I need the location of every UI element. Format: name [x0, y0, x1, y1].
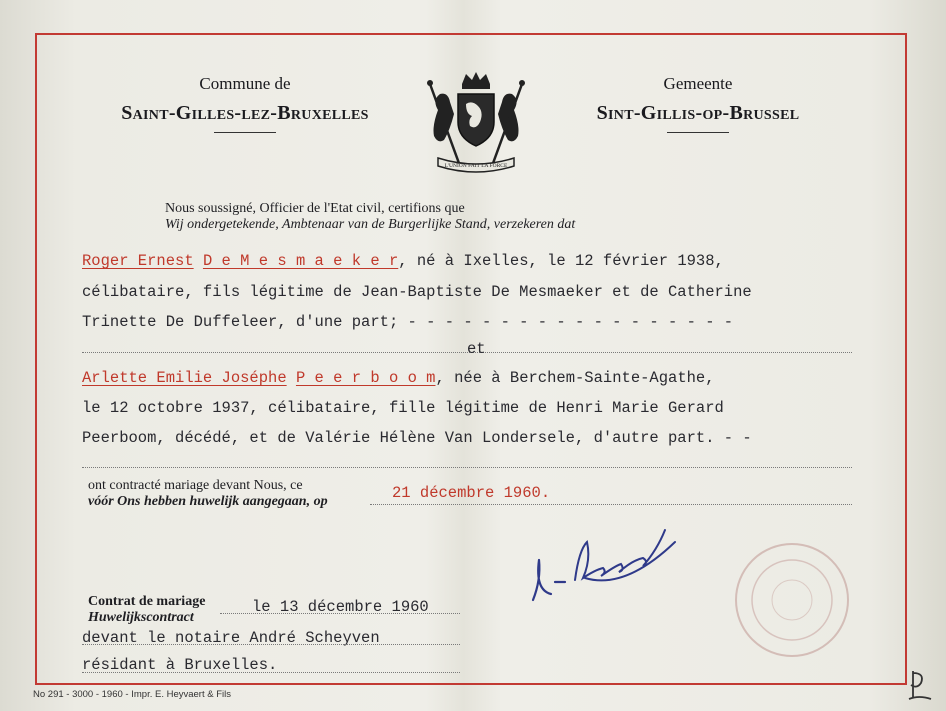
groom-surname: D e M e s m a e k e r — [202, 252, 399, 270]
dotted-line — [370, 504, 852, 505]
dotted-line — [82, 467, 852, 468]
header-right — [548, 74, 848, 133]
groom-line-1 — [82, 252, 724, 270]
contract-notary: devant le notaire André Scheyven — [82, 629, 380, 647]
bride-line-3: Peerboom, décédé, et de Valérie Hélène Van Londersele, d'autre part. - - — [82, 429, 752, 447]
conjunction: et — [467, 340, 486, 358]
bride-given-names: Arlette Emilie Joséphe — [82, 369, 287, 387]
contract-label-french: Contrat de mariage — [88, 594, 206, 609]
groom-line-3: Trinette De Duffeleer, d'une part; - - - - - - - - - - - - - - - - - - — [82, 313, 734, 331]
intro-dutch: Wij ondergetekende, Ambtenaar van de Burgerlijke Stand, verzekeren dat — [165, 217, 576, 232]
marriage-date: 21 décembre 1960. — [392, 484, 551, 502]
header-left-rule — [214, 132, 276, 133]
header-right-rule — [667, 132, 729, 133]
groom-birth: , né à Ixelles, le 12 février 1938, — [398, 252, 724, 270]
header-left — [80, 74, 410, 133]
bride-surname: P e e r b o o m — [295, 369, 436, 387]
bride-birth: , née à Berchem-Sainte-Agathe, — [435, 369, 715, 387]
printer-footer: No 291 - 3000 - 1960 - Impr. E. Heyvaert & Fils — [33, 689, 232, 700]
coat-of-arms-icon — [420, 70, 532, 180]
header-right-commune: Sint-Gillis-op-Brussel — [596, 102, 800, 124]
official-signature — [525, 520, 685, 620]
header-right-small: Gemeente — [663, 74, 733, 93]
marriage-label-french: ont contracté mariage devant Nous, ce — [88, 478, 303, 493]
groom-line-2: célibataire, fils légitime de Jean-Baptiste De Mesmaeker et de Catherine — [82, 283, 752, 301]
dotted-line — [82, 672, 460, 673]
bride-line-1 — [82, 369, 715, 387]
dotted-line — [82, 644, 460, 645]
marriage-label-dutch: vóór Ons hebben huwelijk aangegaan, op — [88, 494, 328, 509]
contract-label-dutch: Huwelijkscontract — [88, 610, 194, 625]
groom-given-names: Roger Ernest — [82, 252, 194, 270]
intro-french: Nous soussigné, Officier de l'Etat civil, certifions que — [165, 201, 465, 216]
header-left-commune: Saint-Gilles-lez-Bruxelles — [121, 102, 369, 124]
crest-motto: L'UNION FAIT LA FORCE — [444, 163, 508, 169]
contract-residence: résidant à Bruxelles. — [82, 656, 278, 674]
header-left-small: Commune de — [199, 74, 291, 93]
bride-line-2: le 12 octobre 1937, célibataire, fille légitime de Henri Marie Gerard — [82, 399, 724, 417]
initials-mark — [905, 665, 935, 705]
dotted-line — [220, 613, 460, 614]
contract-date: le 13 décembre 1960 — [252, 598, 429, 616]
official-stamp — [732, 540, 852, 660]
